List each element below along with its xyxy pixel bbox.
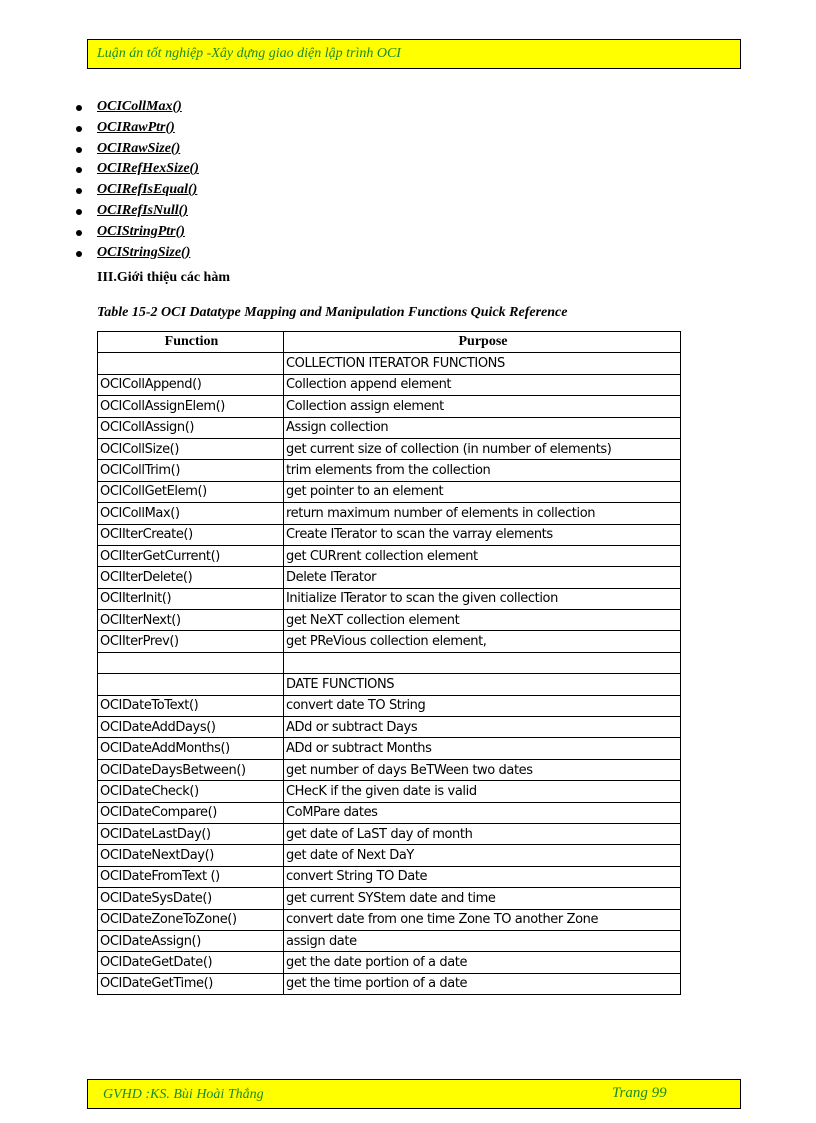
bullet-dot-icon bbox=[76, 188, 82, 194]
function-link[interactable]: OCIRefIsEqual() bbox=[97, 182, 198, 198]
function-link[interactable]: OCIRawPtr() bbox=[97, 119, 175, 135]
function-cell: OCICollAssign() bbox=[98, 417, 284, 438]
table-row bbox=[98, 759, 681, 780]
purpose-cell: get the date portion of a date bbox=[284, 952, 681, 973]
function-cell bbox=[98, 674, 284, 695]
table-row bbox=[98, 567, 681, 588]
list-item bbox=[76, 118, 199, 139]
purpose-cell: get date of Next DaY bbox=[284, 845, 681, 866]
table-row bbox=[98, 781, 681, 802]
table-row bbox=[98, 888, 681, 909]
function-cell: OCIDateGetDate() bbox=[98, 952, 284, 973]
table-row bbox=[98, 930, 681, 951]
function-link[interactable]: OCIRefHexSize() bbox=[97, 161, 199, 177]
table-row bbox=[98, 845, 681, 866]
function-cell bbox=[98, 353, 284, 374]
bullet-dot-icon bbox=[76, 126, 82, 132]
purpose-cell: get current size of collection (in number of elements) bbox=[284, 438, 681, 459]
table-row bbox=[98, 438, 681, 459]
purpose-cell: CHecK if the given date is valid bbox=[284, 781, 681, 802]
purpose-cell: ADd or subtract Months bbox=[284, 738, 681, 759]
purpose-cell: get pointer to an element bbox=[284, 481, 681, 502]
function-cell: OCICollGetElem() bbox=[98, 481, 284, 502]
purpose-cell: get NeXT collection element bbox=[284, 610, 681, 631]
table-row bbox=[98, 695, 681, 716]
purpose-cell: CoMPare dates bbox=[284, 802, 681, 823]
function-cell bbox=[98, 652, 284, 673]
table-row bbox=[98, 823, 681, 844]
function-cell: OCICollSize() bbox=[98, 438, 284, 459]
page-number: Trang 99 bbox=[612, 1085, 667, 1101]
list-item bbox=[76, 97, 199, 118]
purpose-cell: assign date bbox=[284, 930, 681, 951]
table-header-row bbox=[98, 332, 681, 353]
bullet-dot-icon bbox=[76, 251, 82, 257]
bullet-dot-icon bbox=[76, 230, 82, 236]
purpose-cell: return maximum number of elements in collection bbox=[284, 503, 681, 524]
footer-advisor: GVHD :KS. Bùi Hoài Thắng bbox=[103, 1087, 264, 1102]
table-row bbox=[98, 545, 681, 566]
table-row bbox=[98, 652, 681, 673]
table-row bbox=[98, 524, 681, 545]
table-row bbox=[98, 674, 681, 695]
table-row bbox=[98, 460, 681, 481]
function-cell: OCICollTrim() bbox=[98, 460, 284, 481]
table-row bbox=[98, 610, 681, 631]
function-cell: OCICollAppend() bbox=[98, 374, 284, 395]
purpose-cell: trim elements from the collection bbox=[284, 460, 681, 481]
function-cell: OCIDateGetTime() bbox=[98, 973, 284, 994]
function-cell: OCIIterCreate() bbox=[98, 524, 284, 545]
function-cell: OCIIterDelete() bbox=[98, 567, 284, 588]
table-row bbox=[98, 503, 681, 524]
function-cell: OCIIterGetCurrent() bbox=[98, 545, 284, 566]
list-item bbox=[76, 243, 199, 264]
table-row bbox=[98, 396, 681, 417]
table-row bbox=[98, 866, 681, 887]
purpose-cell: COLLECTION ITERATOR FUNCTIONS bbox=[284, 353, 681, 374]
list-item bbox=[76, 159, 199, 180]
function-link[interactable]: OCIStringSize() bbox=[97, 244, 191, 260]
bullet-dot-icon bbox=[76, 209, 82, 215]
section-heading: III.Giới thiệu các hàm bbox=[97, 270, 230, 285]
function-reference-table bbox=[97, 331, 681, 995]
header-banner bbox=[87, 39, 741, 69]
purpose-cell: convert date TO String bbox=[284, 695, 681, 716]
table-row bbox=[98, 588, 681, 609]
function-link[interactable]: OCIRefIsNull() bbox=[97, 202, 189, 218]
function-cell: OCICollMax() bbox=[98, 503, 284, 524]
purpose-cell: Collection assign element bbox=[284, 396, 681, 417]
function-cell: OCIDateDaysBetween() bbox=[98, 759, 284, 780]
footer-banner bbox=[87, 1079, 741, 1109]
function-cell: OCIIterPrev() bbox=[98, 631, 284, 652]
table-row bbox=[98, 717, 681, 738]
purpose-cell: convert date from one time Zone TO another Zone bbox=[284, 909, 681, 930]
function-cell: OCIDateNextDay() bbox=[98, 845, 284, 866]
purpose-cell: get date of LaST day of month bbox=[284, 823, 681, 844]
table-row bbox=[98, 802, 681, 823]
purpose-cell bbox=[284, 652, 681, 673]
table-row bbox=[98, 973, 681, 994]
function-cell: OCIDateCompare() bbox=[98, 802, 284, 823]
purpose-cell: Delete ITerator bbox=[284, 567, 681, 588]
purpose-cell: ADd or subtract Days bbox=[284, 717, 681, 738]
function-cell: OCIDateAddDays() bbox=[98, 717, 284, 738]
header-title: Luận án tốt nghiệp -Xây dựng giao diện lập trình OCI bbox=[97, 46, 401, 61]
list-item bbox=[76, 139, 199, 160]
purpose-cell: Initialize ITerator to scan the given collection bbox=[284, 588, 681, 609]
function-cell: OCIIterInit() bbox=[98, 588, 284, 609]
table-row bbox=[98, 353, 681, 374]
purpose-cell: get CURrent collection element bbox=[284, 545, 681, 566]
function-cell: OCIDateSysDate() bbox=[98, 888, 284, 909]
table-row bbox=[98, 631, 681, 652]
function-cell: OCIDateToText() bbox=[98, 695, 284, 716]
table-row bbox=[98, 738, 681, 759]
table-row bbox=[98, 909, 681, 930]
purpose-cell: Assign collection bbox=[284, 417, 681, 438]
function-cell: OCIDateLastDay() bbox=[98, 823, 284, 844]
table-caption: Table 15-2 OCI Datatype Mapping and Manipulation Functions Quick Reference bbox=[97, 305, 568, 320]
purpose-cell: convert String TO Date bbox=[284, 866, 681, 887]
bullet-dot-icon bbox=[76, 105, 82, 111]
table-row bbox=[98, 481, 681, 502]
function-link[interactable]: OCICollMax() bbox=[97, 99, 182, 114]
list-item bbox=[76, 180, 199, 201]
function-cell: OCIDateAddMonths() bbox=[98, 738, 284, 759]
function-cell: OCIDateZoneToZone() bbox=[98, 909, 284, 930]
table-row bbox=[98, 952, 681, 973]
purpose-cell: DATE FUNCTIONS bbox=[284, 674, 681, 695]
function-cell: OCICollAssignElem() bbox=[98, 396, 284, 417]
function-link[interactable]: OCIRawSize() bbox=[97, 140, 181, 156]
function-bullet-list bbox=[76, 97, 199, 263]
purpose-cell: get current SYStem date and time bbox=[284, 888, 681, 909]
purpose-cell: get PReVious collection element, bbox=[284, 631, 681, 652]
column-header-function: Function bbox=[98, 332, 284, 353]
table-row bbox=[98, 417, 681, 438]
function-cell: OCIIterNext() bbox=[98, 610, 284, 631]
table-row bbox=[98, 374, 681, 395]
list-item bbox=[76, 222, 199, 243]
purpose-cell: get number of days BeTWeen two dates bbox=[284, 759, 681, 780]
bullet-dot-icon bbox=[76, 147, 82, 153]
function-cell: OCIDateAssign() bbox=[98, 930, 284, 951]
list-item bbox=[76, 201, 199, 222]
function-cell: OCIDateFromText () bbox=[98, 866, 284, 887]
function-cell: OCIDateCheck() bbox=[98, 781, 284, 802]
bullet-dot-icon bbox=[76, 167, 82, 173]
column-header-purpose: Purpose bbox=[284, 332, 681, 353]
purpose-cell: Collection append element bbox=[284, 374, 681, 395]
purpose-cell: get the time portion of a date bbox=[284, 973, 681, 994]
function-link[interactable]: OCIStringPtr() bbox=[97, 223, 185, 239]
purpose-cell: Create ITerator to scan the varray elements bbox=[284, 524, 681, 545]
